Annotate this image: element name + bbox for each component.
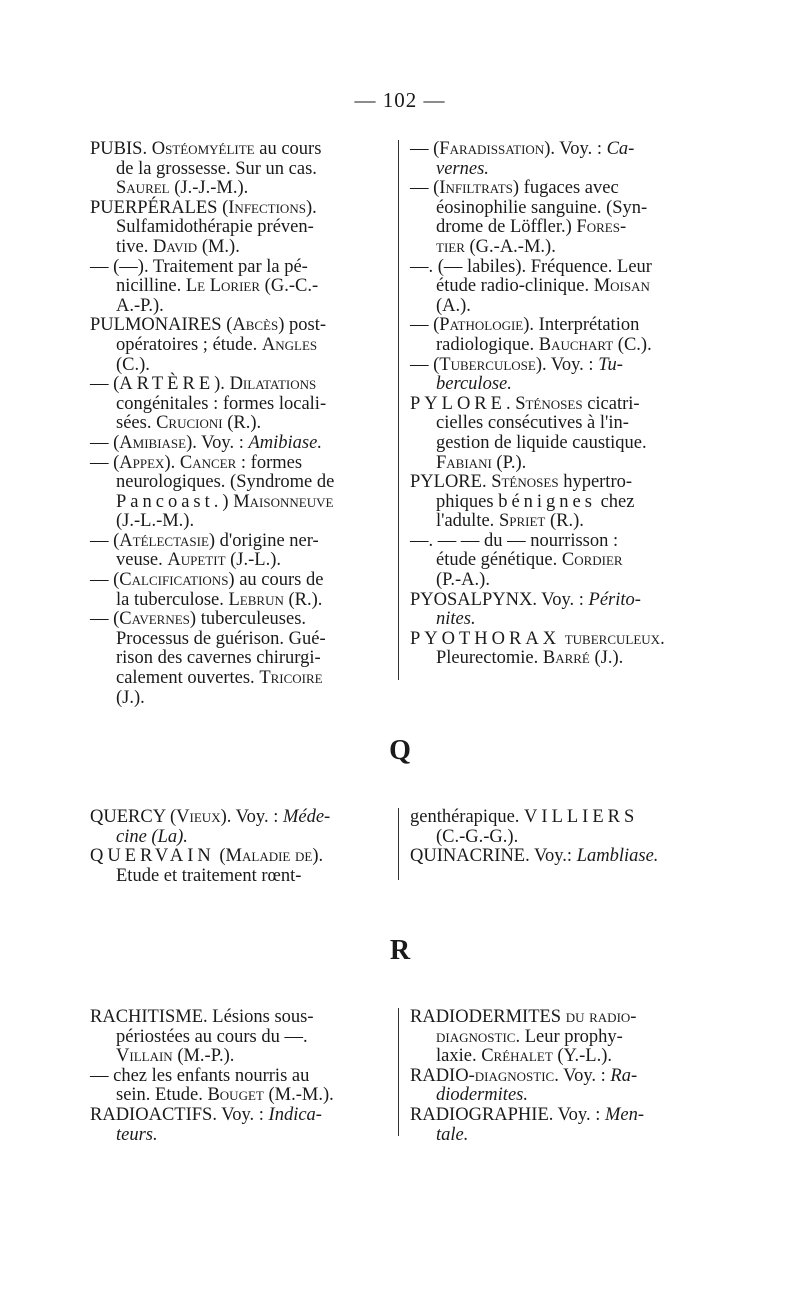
entry-text: (R.).	[283, 589, 323, 610]
entry-text: —. (— labiles). Fréquence. Leur	[410, 256, 652, 277]
column-divider	[398, 808, 399, 880]
entry-line	[410, 356, 715, 376]
page-number: — 102 —	[354, 88, 446, 112]
entry-text: ).	[312, 846, 324, 867]
small-caps-text: Le Lorier	[185, 276, 261, 297]
entry-text: laxie.	[436, 1046, 482, 1067]
entry-line	[90, 551, 390, 571]
small-caps-text: Saurel	[116, 178, 170, 199]
entry-text: calement ouvertes.	[116, 668, 260, 689]
entry-text: — (	[410, 315, 440, 336]
entry-line	[410, 199, 715, 219]
entry-line	[410, 179, 715, 199]
entry-text: (M.-P.).	[172, 1046, 235, 1067]
entry-line	[90, 473, 390, 493]
entry-text: QUINACRINE. Voy.:	[410, 846, 577, 867]
entry-line	[90, 571, 390, 591]
italic-text: diodermites.	[436, 1085, 528, 1106]
entry-line	[90, 808, 390, 828]
index-entry	[410, 1008, 715, 1067]
index-entry	[410, 395, 715, 473]
entry-text: ) au cours de	[228, 570, 324, 591]
small-caps-text: Villain	[116, 1046, 173, 1067]
index-entry	[90, 434, 390, 454]
entry-text: ). Voy. :	[544, 139, 607, 159]
entry-text: PYOSALPYNX. Voy. :	[410, 589, 589, 610]
entry-line	[410, 493, 715, 513]
entry-line	[410, 375, 715, 395]
small-caps-text: Faradissation	[439, 139, 545, 159]
entry-text: (R.).	[222, 413, 262, 434]
entry-text: au cours	[254, 139, 322, 159]
entry-text: hypertro-	[558, 472, 633, 493]
entry-line	[90, 454, 390, 474]
entry-line	[90, 434, 390, 454]
small-caps-text: Créhalet	[481, 1046, 553, 1067]
entry-text: ). Voy. :	[186, 432, 249, 453]
entry-text: PYLORE.	[410, 472, 492, 493]
small-caps-text: Cordier	[561, 550, 623, 571]
entry-line	[90, 532, 390, 552]
entry-text: —. — — du — nourrisson :	[410, 530, 619, 551]
entry-text: (P.).	[491, 452, 527, 473]
index-entry	[90, 199, 390, 258]
entry-text: tive.	[116, 236, 153, 257]
entry-line	[90, 689, 390, 709]
entry-text: Processus de guérison. Gué-	[116, 628, 326, 649]
entry-line	[90, 140, 390, 160]
entry-text: — (	[90, 432, 120, 453]
small-caps-text: Sténoses	[491, 472, 559, 493]
entry-line	[90, 414, 390, 434]
italic-text: Amibiase.	[248, 432, 322, 453]
entry-text: (C.).	[116, 354, 150, 375]
entry-text: cielles consécutives à l'in-	[436, 413, 629, 434]
italic-text: vernes.	[436, 158, 489, 179]
entry-line	[410, 238, 715, 258]
entry-text: sées.	[116, 413, 157, 434]
entry-line	[90, 258, 390, 278]
entry-line	[410, 218, 715, 238]
spaced-text: ARTÈRE	[119, 374, 215, 395]
entry-line	[410, 512, 715, 532]
italic-text: Tu-	[598, 354, 623, 375]
entry-line	[90, 1106, 390, 1126]
index-entry	[410, 847, 715, 867]
entry-text: — (	[410, 139, 440, 159]
index-entry	[410, 258, 715, 317]
entry-text: ). Voy. :	[535, 354, 599, 375]
entry-text: PULMONAIRES (	[90, 315, 233, 336]
entry-line	[410, 1008, 715, 1028]
entry-text: nicilline.	[116, 276, 186, 297]
small-caps-text: Bauchart	[538, 334, 614, 355]
index-entry	[90, 1008, 390, 1067]
small-caps-text: Tuberculose	[439, 354, 536, 375]
small-caps-text: Dilatations	[229, 374, 317, 395]
entry-text: (M.).	[197, 236, 240, 257]
entry-line	[410, 551, 715, 571]
entry-line	[90, 649, 390, 669]
entry-text: ) tuberculeuses.	[189, 609, 307, 630]
spaced-text: VILLIERS	[524, 807, 639, 827]
entry-line	[410, 532, 715, 552]
entry-text: RADIOGRAPHIE. Voy. :	[410, 1104, 605, 1125]
entry-text: — (	[410, 178, 440, 199]
small-caps-text: David	[153, 236, 198, 257]
entry-text: (G.-A.-M.).	[464, 236, 556, 257]
small-caps-text: tuberculeux	[564, 628, 661, 649]
index-entry	[90, 140, 390, 199]
small-caps-text: Cavernes	[119, 609, 190, 630]
index-entry	[90, 375, 390, 434]
index-entry	[90, 316, 390, 375]
small-caps-text: Atélectasie	[119, 530, 209, 551]
small-caps-text: Vieux	[176, 807, 221, 827]
entry-line	[90, 591, 390, 611]
entry-text: A.-P.).	[116, 295, 164, 316]
entry-text: veuse.	[116, 550, 168, 571]
entry-text: drome de Löffler.)	[436, 217, 577, 238]
column-divider	[398, 140, 399, 680]
entry-line	[410, 395, 715, 415]
entry-text: (J.).	[116, 687, 145, 708]
entry-line	[90, 1067, 390, 1087]
entry-text: opératoires ; étude.	[116, 334, 262, 355]
entry-line	[410, 828, 715, 848]
small-caps-text: Barré	[542, 648, 590, 669]
small-caps-text: Sténoses	[515, 393, 583, 414]
entry-text: rison des cavernes chirurgi-	[116, 648, 321, 669]
small-caps-text: Maisonneuve	[233, 491, 334, 512]
small-caps-text: tier	[436, 236, 465, 257]
entry-line	[410, 808, 715, 828]
small-caps-text: Lebrun	[228, 589, 284, 610]
entry-text: radiologique.	[436, 334, 539, 355]
small-caps-text: Amibiase	[119, 432, 187, 453]
section-q-right-column	[410, 808, 715, 867]
entry-line	[90, 1028, 390, 1048]
entry-text: (G.-C.-	[260, 276, 319, 297]
entry-text: — (—). Traitement par la pé-	[90, 256, 308, 277]
entry-text: éosinophilie sanguine. (Syn-	[436, 197, 648, 218]
entry-text: cicatri-	[582, 393, 640, 414]
entry-text: RADIO-	[410, 1065, 475, 1086]
entry-line	[410, 1047, 715, 1067]
entry-text: RADIODERMITES	[410, 1007, 566, 1027]
entry-text: (P.-A.).	[436, 570, 490, 591]
entry-line	[90, 630, 390, 650]
index-entry	[410, 140, 715, 179]
entry-text: sein. Etude.	[116, 1085, 208, 1106]
index-entry	[410, 532, 715, 591]
entry-line	[90, 669, 390, 689]
entry-text: étude radio-clinique.	[436, 276, 594, 297]
section-q-left-column	[90, 808, 390, 886]
entry-text: neurologiques. (Syndrome de	[116, 472, 335, 493]
index-entry	[410, 1067, 715, 1106]
entry-line	[90, 867, 390, 887]
entry-text: — (	[90, 530, 120, 551]
italic-text: Ra-	[610, 1065, 638, 1086]
index-entry	[410, 473, 715, 532]
spaced-text: PYOTHORAX	[410, 628, 561, 649]
index-entry	[90, 847, 390, 886]
index-entry	[410, 1106, 715, 1145]
entry-line	[90, 1047, 390, 1067]
small-caps-text: Tricoire	[259, 668, 323, 689]
entry-line	[410, 591, 715, 611]
entry-line	[410, 649, 715, 669]
italic-text: berculose.	[436, 374, 512, 395]
entry-line	[90, 1086, 390, 1106]
entry-line	[90, 375, 390, 395]
italic-text: Men-	[604, 1104, 645, 1125]
entry-line	[90, 160, 390, 180]
index-entry	[90, 610, 390, 708]
entry-text: — (	[90, 452, 120, 473]
entry-line	[90, 199, 390, 219]
entry-text: (J.-L.).	[225, 550, 281, 571]
entry-text: (J.).	[589, 648, 624, 669]
entry-text: ) d'origine ner-	[208, 530, 319, 551]
small-caps-text: du radio-	[565, 1007, 637, 1027]
column-divider	[398, 1008, 399, 1136]
entry-line	[90, 179, 390, 199]
small-caps-text: Angles	[261, 334, 318, 355]
index-entry	[90, 1106, 390, 1145]
entry-text: périostées au cours du —.	[116, 1026, 308, 1047]
section-p-left-column	[90, 140, 390, 708]
entry-text: RADIOACTIFS. Voy. :	[90, 1104, 269, 1125]
entry-text: . Leur prophy-	[515, 1026, 623, 1047]
entry-text: (	[214, 846, 226, 867]
entry-text: de la grossesse. Sur un cas.	[116, 158, 317, 179]
entry-text: (J.-L.-M.).	[116, 511, 195, 532]
entry-line	[90, 336, 390, 356]
section-p-right-column	[410, 140, 715, 669]
entry-line	[410, 258, 715, 278]
entry-text: Sulfamidothérapie préven-	[116, 217, 314, 238]
index-entry	[90, 258, 390, 317]
index-entry	[410, 808, 715, 847]
entry-line	[90, 828, 390, 848]
index-entry	[410, 356, 715, 395]
entry-text: (Y.-L.).	[552, 1046, 613, 1067]
spaced-text: Pancoast.	[116, 491, 223, 512]
italic-text: Ca-	[606, 139, 635, 159]
entry-text: ). Interprétation	[523, 315, 640, 336]
entry-text: (M.-M.).	[263, 1085, 334, 1106]
entry-line	[410, 316, 715, 336]
entry-text: (C.).	[613, 334, 652, 355]
index-entry	[410, 591, 715, 630]
entry-line	[410, 630, 715, 650]
entry-line	[90, 395, 390, 415]
italic-text: Méde-	[282, 807, 331, 827]
entry-text: (A.).	[436, 295, 471, 316]
small-caps-text: Cancer	[179, 452, 237, 473]
entry-text: gestion de liquide caustique.	[436, 432, 647, 453]
italic-text: teurs.	[116, 1124, 158, 1145]
entry-text: l'adulte.	[436, 511, 499, 532]
small-caps-text: Calcifications	[119, 570, 229, 591]
small-caps-text: Fores-	[576, 217, 627, 238]
entry-line	[410, 847, 715, 867]
entry-text: PUERPÉRALES (	[90, 197, 229, 218]
small-caps-text: Bouget	[207, 1085, 264, 1106]
entry-text: (C.-G.-G.).	[436, 826, 519, 847]
entry-line	[90, 297, 390, 317]
entry-line	[90, 218, 390, 238]
entry-text: .	[660, 628, 665, 649]
entry-text: (J.-J.-M.).	[169, 178, 249, 199]
entry-text: (R.).	[545, 511, 584, 532]
entry-line	[410, 1028, 715, 1048]
entry-line	[410, 160, 715, 180]
entry-text: — (	[90, 609, 120, 630]
entry-text: la tuberculose.	[116, 589, 229, 610]
entry-text: — (	[90, 374, 120, 395]
entry-text: Pleurectomie.	[436, 648, 543, 669]
entry-text: ) fugaces avec	[512, 178, 619, 199]
entry-text: genthérapique.	[410, 807, 525, 827]
entry-line	[410, 277, 715, 297]
index-entry	[90, 454, 390, 532]
entry-text: — (	[410, 354, 440, 375]
entry-line	[90, 238, 390, 258]
entry-line	[90, 1126, 390, 1146]
entry-line	[90, 512, 390, 532]
index-entry	[410, 630, 715, 669]
entry-line	[410, 571, 715, 591]
italic-text: tale.	[436, 1124, 469, 1145]
entry-text: — chez les enfants nourris au	[90, 1065, 310, 1086]
small-caps-text: Moisan	[593, 276, 650, 297]
italic-text: cine (La).	[116, 826, 188, 847]
entry-line	[410, 336, 715, 356]
small-caps-text: Appex	[119, 452, 165, 473]
entry-text: congénitales : formes locali-	[116, 393, 327, 414]
index-entry	[90, 571, 390, 610]
entry-line	[90, 356, 390, 376]
entry-text: étude génétique.	[436, 550, 562, 571]
entry-line	[410, 434, 715, 454]
entry-line	[410, 414, 715, 434]
section-r-left-column	[90, 1008, 390, 1145]
entry-line	[410, 1086, 715, 1106]
entry-text: QUERCY (	[90, 807, 177, 827]
entry-line	[90, 610, 390, 630]
spaced-text: QUERVAIN	[90, 846, 215, 867]
entry-line	[410, 610, 715, 630]
entry-text: ).	[214, 374, 230, 395]
entry-line	[410, 140, 715, 160]
section-r-right-column	[410, 1008, 715, 1145]
small-caps-text: Spriet	[498, 511, 546, 532]
entry-text: .	[505, 393, 516, 414]
small-caps-text: Aupetit	[167, 550, 226, 571]
entry-line	[410, 1126, 715, 1146]
entry-text: phiques	[436, 491, 499, 512]
italic-text: Périto-	[588, 589, 641, 610]
small-caps-text: Infiltrats	[439, 178, 513, 199]
small-caps-text: Crucioni	[156, 413, 223, 434]
entry-text: . Voy. :	[554, 1065, 611, 1086]
index-entry	[410, 316, 715, 355]
entry-line	[410, 1067, 715, 1087]
section-letter-q: Q	[389, 735, 411, 766]
entry-line	[410, 297, 715, 317]
italic-text: nites.	[436, 609, 476, 630]
entry-line	[410, 473, 715, 493]
entry-line	[90, 493, 390, 513]
entry-text: ). Voy. :	[220, 807, 283, 827]
small-caps-text: Fabiani	[436, 452, 492, 473]
small-caps-text: Maladie de	[225, 846, 313, 867]
index-entry	[90, 808, 390, 847]
spaced-text: bénignes	[498, 491, 596, 512]
index-entry	[90, 532, 390, 571]
entry-line	[90, 1008, 390, 1028]
entry-text: ).	[164, 452, 180, 473]
entry-line	[90, 847, 390, 867]
small-caps-text: diagnostic	[436, 1026, 516, 1047]
entry-text: PUBIS.	[90, 139, 152, 159]
index-entry	[410, 179, 715, 257]
entry-line	[90, 316, 390, 336]
italic-text: Indica-	[268, 1104, 322, 1125]
small-caps-text: Ostéomyélite	[151, 139, 255, 159]
small-caps-text: Pathologie	[439, 315, 524, 336]
entry-text: Etude et traitement rœnt-	[116, 865, 302, 886]
index-entry	[90, 1067, 390, 1106]
entry-text: — (	[90, 570, 120, 591]
entry-line	[90, 277, 390, 297]
entry-text: chez	[595, 491, 635, 512]
entry-text: : formes	[236, 452, 303, 473]
entry-line	[410, 1106, 715, 1126]
entry-line	[410, 454, 715, 474]
small-caps-text: Infections	[228, 197, 306, 218]
entry-text: RACHITISME. Lésions sous-	[90, 1007, 314, 1027]
small-caps-text: diagnostic	[474, 1065, 555, 1086]
section-letter-r: R	[389, 935, 411, 966]
spaced-text: PYLORE	[410, 393, 506, 414]
entry-text: )	[222, 491, 234, 512]
entry-text: ).	[305, 197, 317, 218]
entry-text: ) post-	[278, 315, 327, 336]
small-caps-text: Abcès	[232, 315, 279, 336]
italic-text: Lambliase.	[576, 846, 659, 867]
